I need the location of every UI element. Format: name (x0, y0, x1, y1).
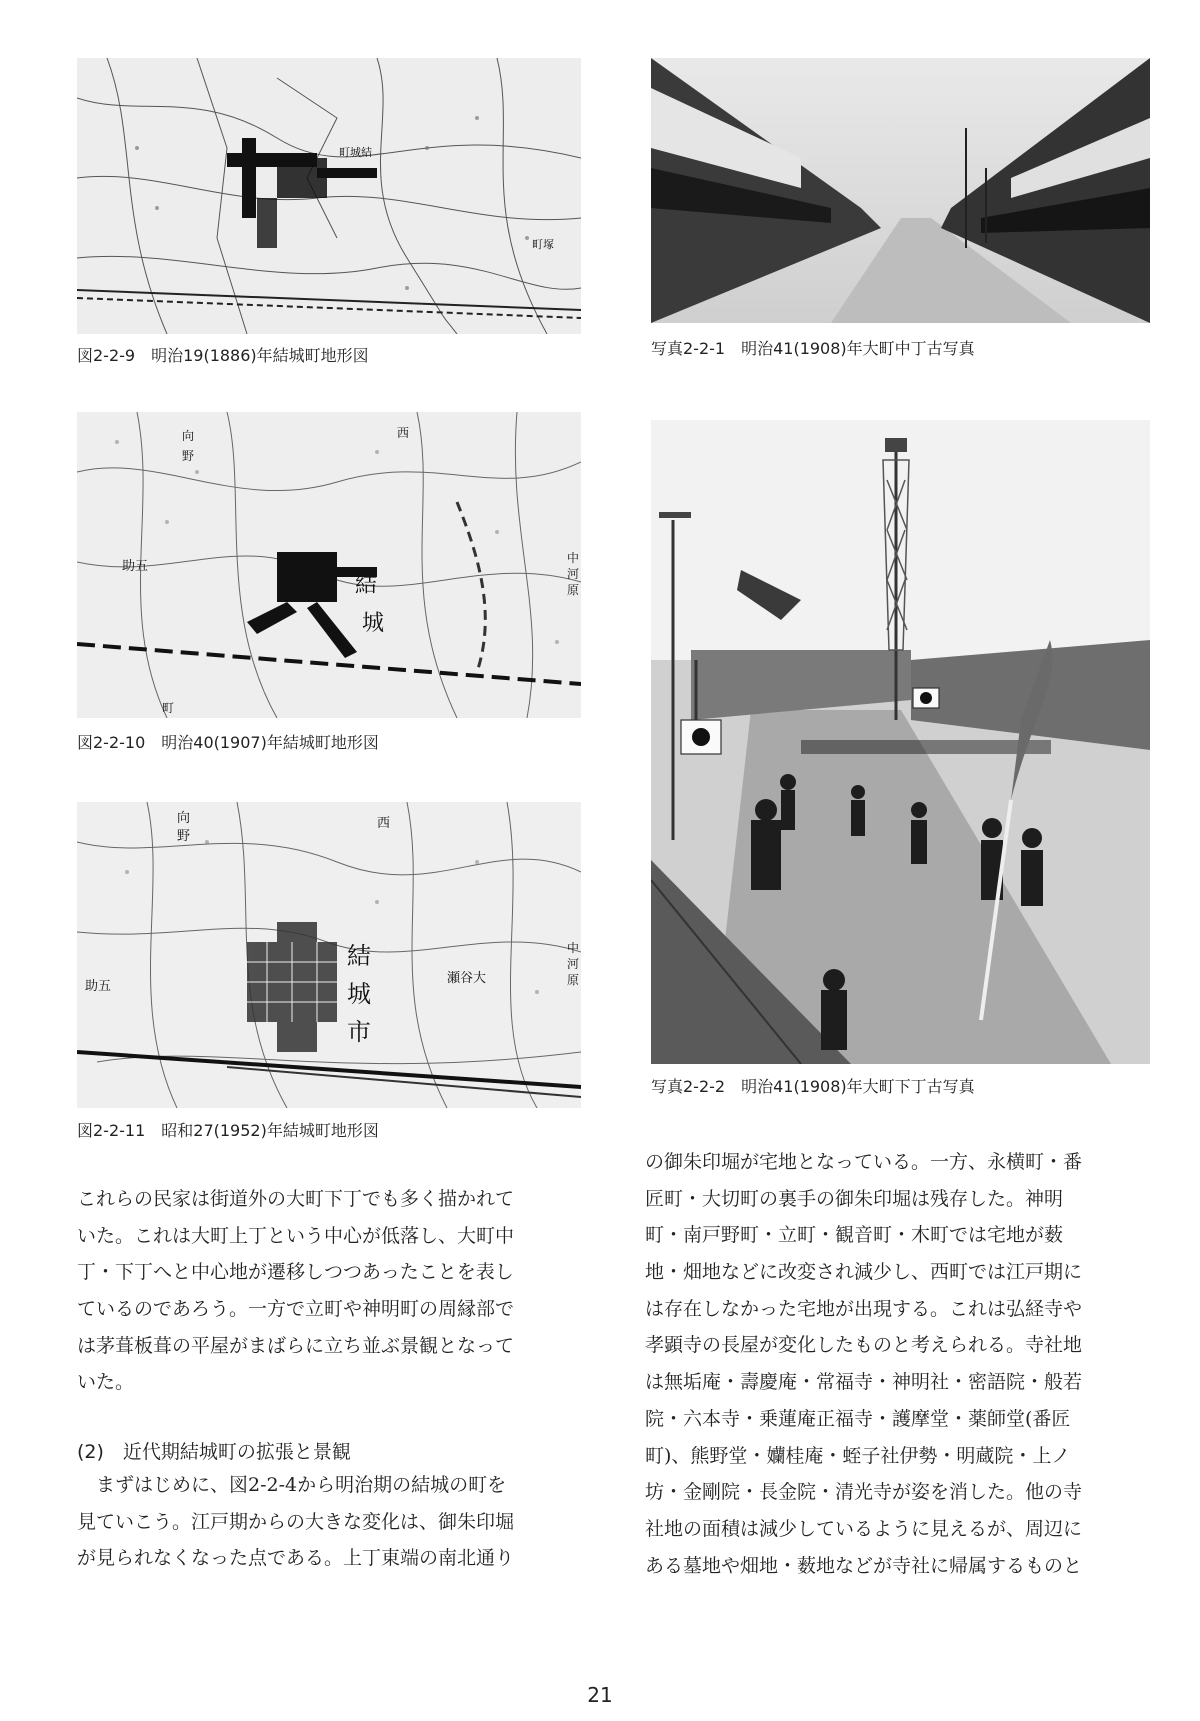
map-label: 結 (347, 942, 371, 970)
text-line: 町・南戸野町・立町・観音町・木町では宅地が薮 (645, 1224, 1064, 1247)
text-line: 社地の面積は減少しているように見えるが、周辺に (645, 1517, 1083, 1540)
map-figure-2-2-11 (77, 802, 581, 1108)
map-label: 助五 (122, 559, 149, 574)
text-line: 町)、熊野堂・孏桂庵・蛭子社伊勢・明蔵院・上ノ (645, 1444, 1071, 1467)
text-line: が見られなくなった点である。上丁東端の南北通り (77, 1547, 515, 1570)
figure-caption: 図2-2-10 明治40(1907)年結城町地形図 (77, 733, 379, 752)
figure-caption: 図2-2-9 明治19(1886)年結城町地形図 (77, 346, 369, 365)
text-line: 院・六本寺・乗蓮庵正福寺・護摩堂・薬師堂(番匠 (645, 1407, 1071, 1430)
map-label: 中 (567, 941, 580, 955)
map-label: 河 (567, 957, 580, 971)
map-label: 城 (347, 980, 371, 1008)
left-body-paragraph-2 (77, 1467, 514, 1577)
map-label: 町塚 (532, 238, 554, 251)
text-line: 匠町・大切町の裏手の御朱印堀は残存した。神明 (645, 1187, 1064, 1210)
right-body-paragraph (645, 1144, 1082, 1584)
map-label: 西 (377, 816, 391, 831)
map-label: 原 (567, 583, 580, 597)
left-body-paragraph (77, 1181, 514, 1401)
map-label: 野 (177, 829, 191, 844)
text-line: いた。これは大町上丁という中心が低落し、大町中 (77, 1224, 515, 1247)
map-label: 結 (355, 573, 378, 598)
text-line: は茅葺板葺の平屋がまばらに立ち並ぶ景観となって (77, 1334, 515, 1357)
photo-2-2-2 (651, 420, 1150, 1064)
map-label: 城 (362, 611, 385, 636)
text-line: これらの民家は街道外の大町下丁でも多く描かれて (77, 1188, 515, 1210)
text-line: ある墓地や畑地・薮地などが寺社に帰属するものと (645, 1554, 1083, 1577)
map-label: 町 (162, 701, 175, 715)
photo-caption: 写真2-2-1 明治41(1908)年大町中丁古写真 (651, 339, 975, 358)
photo-2-2-1 (651, 58, 1150, 323)
text-line: 見ていこう。江戸期からの大きな変化は、御朱印堀 (77, 1510, 515, 1533)
text-line: まずはじめに、図2-2-4から明治期の結城の町を (77, 1474, 507, 1496)
page-number: 21 (587, 1683, 613, 1707)
text-line: 坊・金剛院・長金院・清光寺が姿を消した。他の寺 (645, 1481, 1083, 1504)
text-line: は存在しなかった宅地が出現する。これは弘経寺や (645, 1297, 1083, 1320)
text-line: いた。 (77, 1371, 135, 1394)
map-label: 中 (567, 551, 580, 565)
map-label: 原 (567, 973, 580, 987)
text-line: 孝顕寺の長屋が変化したものと考えられる。寺社地 (645, 1334, 1083, 1357)
map-label: 向 (182, 429, 195, 443)
text-line: の御朱印堀が宅地となっている。一方、永横町・番 (645, 1151, 1083, 1173)
text-line: ているのであろう。一方で立町や神明町の周縁部で (77, 1298, 515, 1321)
text-line: は無垢庵・壽慶庵・常福寺・神明社・密語院・般若 (645, 1371, 1083, 1394)
map-label: 町城結 (339, 146, 372, 159)
text-line: 丁・下丁へと中心地が遷移しつつあったことを表し (77, 1261, 514, 1284)
map-label: 野 (182, 449, 195, 463)
map-figure-2-2-9 (77, 58, 581, 334)
map-label: 河 (567, 567, 580, 581)
map-label: 西 (397, 426, 410, 440)
map-figure-2-2-10 (77, 412, 581, 718)
photo-caption: 写真2-2-2 明治41(1908)年大町下丁古写真 (651, 1077, 975, 1096)
map-label: 向 (177, 811, 191, 826)
section-heading: (2) 近代期結城町の拡張と景観 (77, 1441, 351, 1463)
figure-caption: 図2-2-11 昭和27(1952)年結城町地形図 (77, 1121, 379, 1140)
map-label: 瀬谷大 (447, 971, 487, 986)
map-label: 助五 (85, 979, 112, 994)
text-line: 地・畑地などに改変され減少し、西町では江戸期に (645, 1261, 1083, 1284)
map-label: 市 (347, 1018, 371, 1046)
